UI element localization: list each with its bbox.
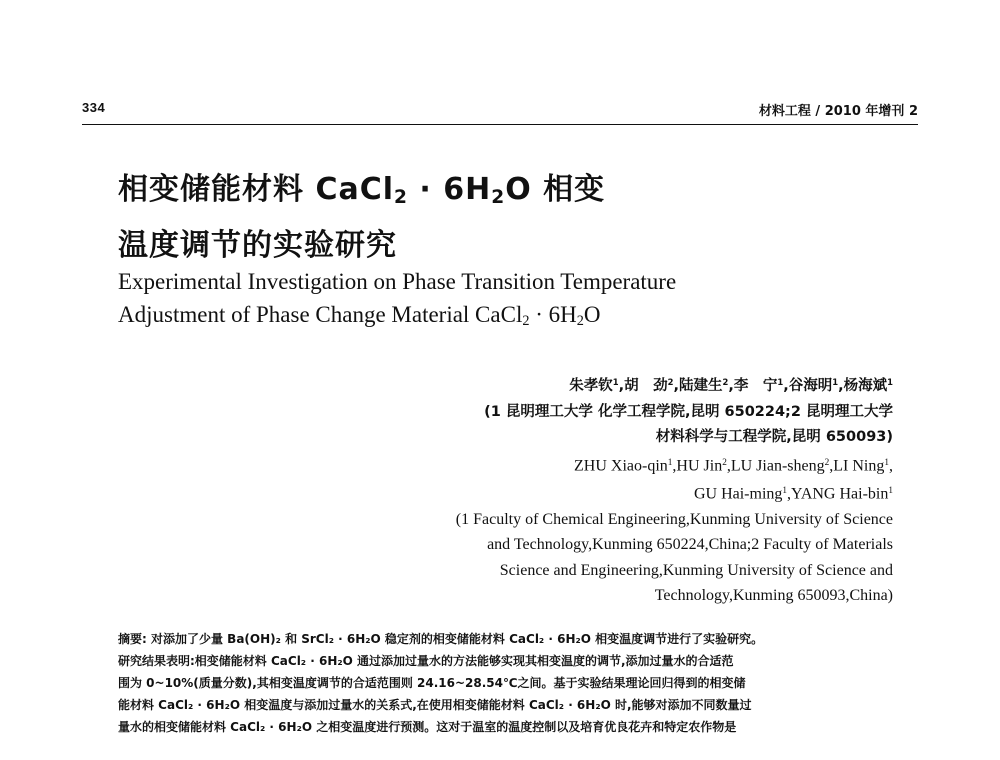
affiliation-english-line1: (1 Faculty of Chemical Engineering,Kunming University of Science bbox=[455, 510, 893, 528]
page-number: 334 bbox=[82, 100, 106, 115]
affiliation-english-line3: Science and Engineering,Kunming University of Science and bbox=[499, 561, 893, 579]
title-english-line1: Experimental Investigation on Phase Transition Temperature bbox=[118, 269, 677, 294]
abstract-line5: 量水的相变储能材料 CaCl₂ · 6H₂O 之相变温度进行预测。这对于温室的温度控制以及培育优良花卉和特定农作物是 bbox=[118, 720, 737, 734]
abstract-line2: 研究结果表明:相变储能材料 CaCl₂ · 6H₂O 通过添加过量水的方法能够实现其相变温度的调节,添加过量水的合适范 bbox=[118, 654, 734, 668]
title-chinese-line2: 温度调节的实验研究 bbox=[118, 228, 397, 264]
title-chinese-line1: 相变储能材料 CaCl$_2$ · $6H_2O$ 相变 bbox=[118, 172, 606, 209]
affiliation-chinese-line1: (1 昆明理工大学 化学工程学院,昆明 650224;2 昆明理工大学 bbox=[484, 403, 893, 420]
header-rule bbox=[82, 124, 918, 125]
authors-chinese: 朱孝钦$^1$,胡 劲$^2$,陆建生$^2$,李 宁$^1$,谷海明$^1$,杨海斌$^1$ bbox=[569, 377, 893, 395]
abstract-label: 摘要: bbox=[118, 632, 147, 646]
authors-english-line1: ZHU Xiao-qin$^1$,HU Jin$^2$,LU Jian-sheng$^2$,LI Ning$^1$, bbox=[574, 457, 893, 475]
title-chinese bbox=[118, 166, 818, 270]
abstract-line3: 围为 0~10%(质量分数),其相变温度调节的合适范围则 24.16~28.54℃之间。基于实验结果理论回归得到的相变储 bbox=[118, 676, 746, 690]
author-block bbox=[193, 370, 893, 609]
authors-english-line2: GU Hai-ming$^1$,YANG Hai-bin$^1$ bbox=[693, 485, 893, 503]
abstract-line1: 摘要: 对添加了少量 Ba(OH)₂ 和 SrCl₂ · 6H₂O 稳定剂的相变储能材料 CaCl₂ · 6H₂O 相变温度调节进行了实验研究。 bbox=[118, 632, 764, 646]
title-english bbox=[118, 265, 878, 338]
affiliation-english-line4: Technology,Kunming 650093,China) bbox=[654, 587, 893, 605]
title-english-line2: Adjustment of Phase Change Material CaCl$_2$ · $6H_2O$ bbox=[118, 302, 601, 330]
abstract-line4: 能材料 CaCl₂ · 6H₂O 相变温度与添加过量水的关系式,在使用相变储能材料 CaCl₂ · 6H₂O 时,能够对添加不同数量过 bbox=[118, 698, 752, 712]
abstract bbox=[118, 628, 893, 738]
affiliation-chinese-line2: 材料科学与工程学院,昆明 650093) bbox=[655, 429, 893, 446]
journal-header: 材料工程 / 2010 年增刊 2 bbox=[758, 104, 918, 119]
affiliation-english-line2: and Technology,Kunming 650224,China;2 Faculty of Materials bbox=[487, 536, 893, 554]
